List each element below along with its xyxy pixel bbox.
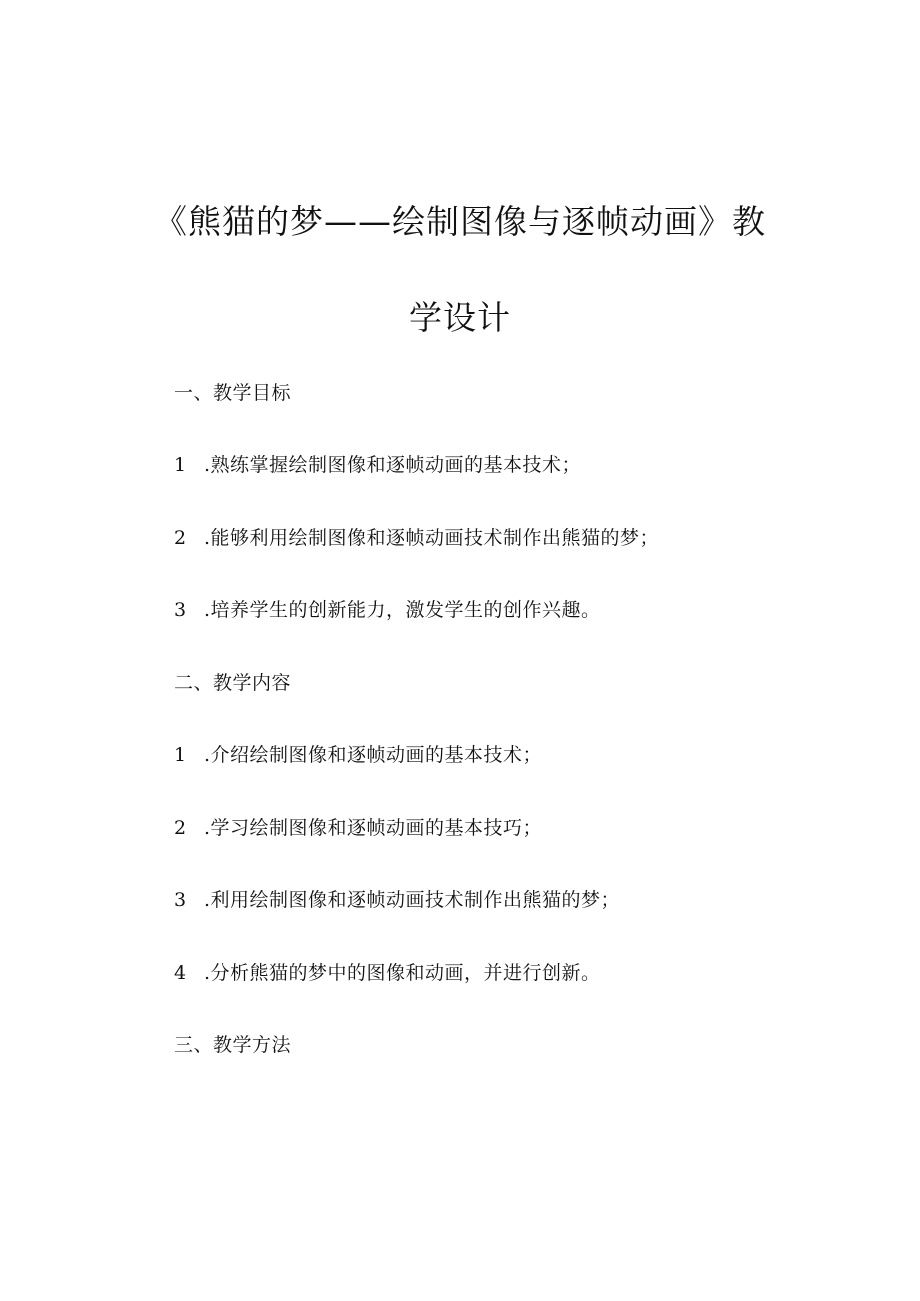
list-item-number: 1 xyxy=(174,454,187,476)
list-item-number: 2 xyxy=(174,817,187,839)
list-item xyxy=(174,746,542,765)
list-item-text: .熟练掌握绘制图像和逐帧动画的基本技术； xyxy=(204,454,582,476)
list-item-text: .培养学生的创新能力，激发学生的创作兴趣。 xyxy=(204,599,601,621)
list-item-text: .能够利用绘制图像和逐帧动画技术制作出熊猫的梦； xyxy=(204,527,660,549)
section-heading-content: 二、教学内容 xyxy=(174,672,292,694)
list-item xyxy=(174,819,542,838)
list-item-text: .利用绘制图像和逐帧动画技术制作出熊猫的梦； xyxy=(204,889,621,911)
list-item-number: 4 xyxy=(174,962,187,984)
document-title-line-1: 《熊猫的梦——绘制图像与逐帧动画》教 xyxy=(154,202,766,241)
list-item xyxy=(174,601,601,620)
list-item xyxy=(174,891,620,910)
list-item-text: .学习绘制图像和逐帧动画的基本技巧； xyxy=(204,817,543,839)
list-item xyxy=(174,964,601,983)
list-item xyxy=(174,529,659,548)
list-item-number: 1 xyxy=(174,744,187,766)
list-item-text: .介绍绘制图像和逐帧动画的基本技术； xyxy=(204,744,543,766)
list-item-text: .分析熊猫的梦中的图像和动画，并进行创新。 xyxy=(204,962,601,984)
document-title-line-2: 学设计 xyxy=(409,298,511,337)
list-item xyxy=(174,456,581,475)
section-heading-methods: 三、教学方法 xyxy=(174,1034,292,1056)
list-item-number: 2 xyxy=(174,527,187,549)
list-item-number: 3 xyxy=(174,889,187,911)
section-heading-objectives: 一、教学目标 xyxy=(174,382,292,404)
list-item-number: 3 xyxy=(174,599,187,621)
